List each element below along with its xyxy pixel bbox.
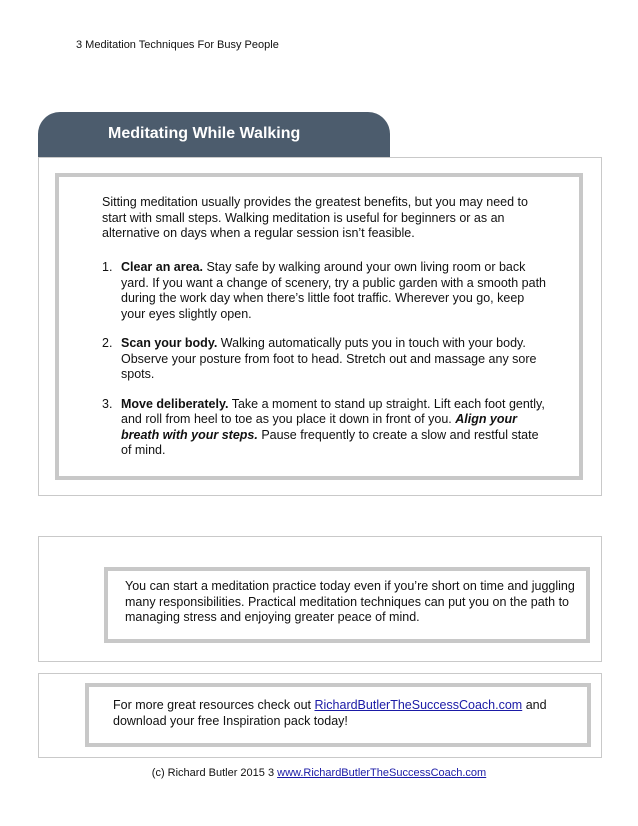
section-title: Meditating While Walking bbox=[108, 125, 301, 142]
step-body: Take a moment to stand up straight. Lift each foot gently, and roll from heel to toe as you place it down in front of you. bbox=[121, 396, 545, 426]
walking-intro: Sitting meditation usually provides the greatest benefits, but you may need to start with small steps. Walking meditation is useful for beginners or as an alternative on days when a regular session isn’t feasible. bbox=[102, 195, 528, 240]
step-number: 2. bbox=[102, 336, 113, 350]
walking-outer-box bbox=[38, 157, 602, 496]
steps-list bbox=[102, 260, 548, 473]
conclusion-outer-box bbox=[38, 536, 602, 662]
resources-content-box bbox=[85, 683, 591, 747]
step-title: Move deliberately. bbox=[121, 396, 229, 411]
step-title: Scan your body. bbox=[121, 336, 218, 350]
section-tab bbox=[38, 112, 390, 157]
resources-text bbox=[113, 698, 563, 729]
footer-link[interactable]: www.RichardButlerTheSuccessCoach.com bbox=[277, 767, 487, 779]
conclusion-text: You can start a meditation practice today even if you’re short on time and juggling many responsibilities. Practical meditation techniques can put you on the path to managing stress and enjoying greater peace of mind. bbox=[125, 579, 575, 624]
step-title: Clear an area. bbox=[121, 260, 203, 274]
list-item bbox=[102, 397, 548, 459]
conclusion-content-box bbox=[104, 567, 590, 643]
page-footer bbox=[0, 767, 638, 779]
resources-outer-box bbox=[38, 673, 602, 758]
step-tail: Pause frequently to create a slow and restful state of mind. bbox=[121, 427, 539, 457]
resources-link[interactable]: RichardButlerTheSuccessCoach.com bbox=[314, 698, 523, 712]
step-number: 1. bbox=[102, 260, 113, 274]
page-header-title: 3 Meditation Techniques For Busy People bbox=[76, 39, 279, 51]
list-item bbox=[102, 336, 548, 383]
footer-copyright: (c) Richard Butler 2015 3 bbox=[151, 767, 278, 779]
step-body: Walking automatically puts you in touch with your body. Observe your posture from foot to head. Stretch out and massage any sore spots. bbox=[121, 336, 537, 381]
resources-suffix: and download your free Inspiration pack today! bbox=[113, 698, 547, 728]
walking-content-box bbox=[55, 173, 583, 480]
step-number: 3. bbox=[102, 396, 113, 411]
list-item bbox=[102, 260, 548, 322]
step-body: Stay safe by walking around your own living room or back yard. If you want a change of scenery, try a public garden with a smooth path during the work day when there’s little foot traffic. Wherever you go, keep your eyes slightly open. bbox=[121, 260, 547, 321]
resources-prefix: For more great resources check out bbox=[113, 698, 315, 712]
step-emphasis: Align your breath with your steps. bbox=[121, 412, 518, 442]
